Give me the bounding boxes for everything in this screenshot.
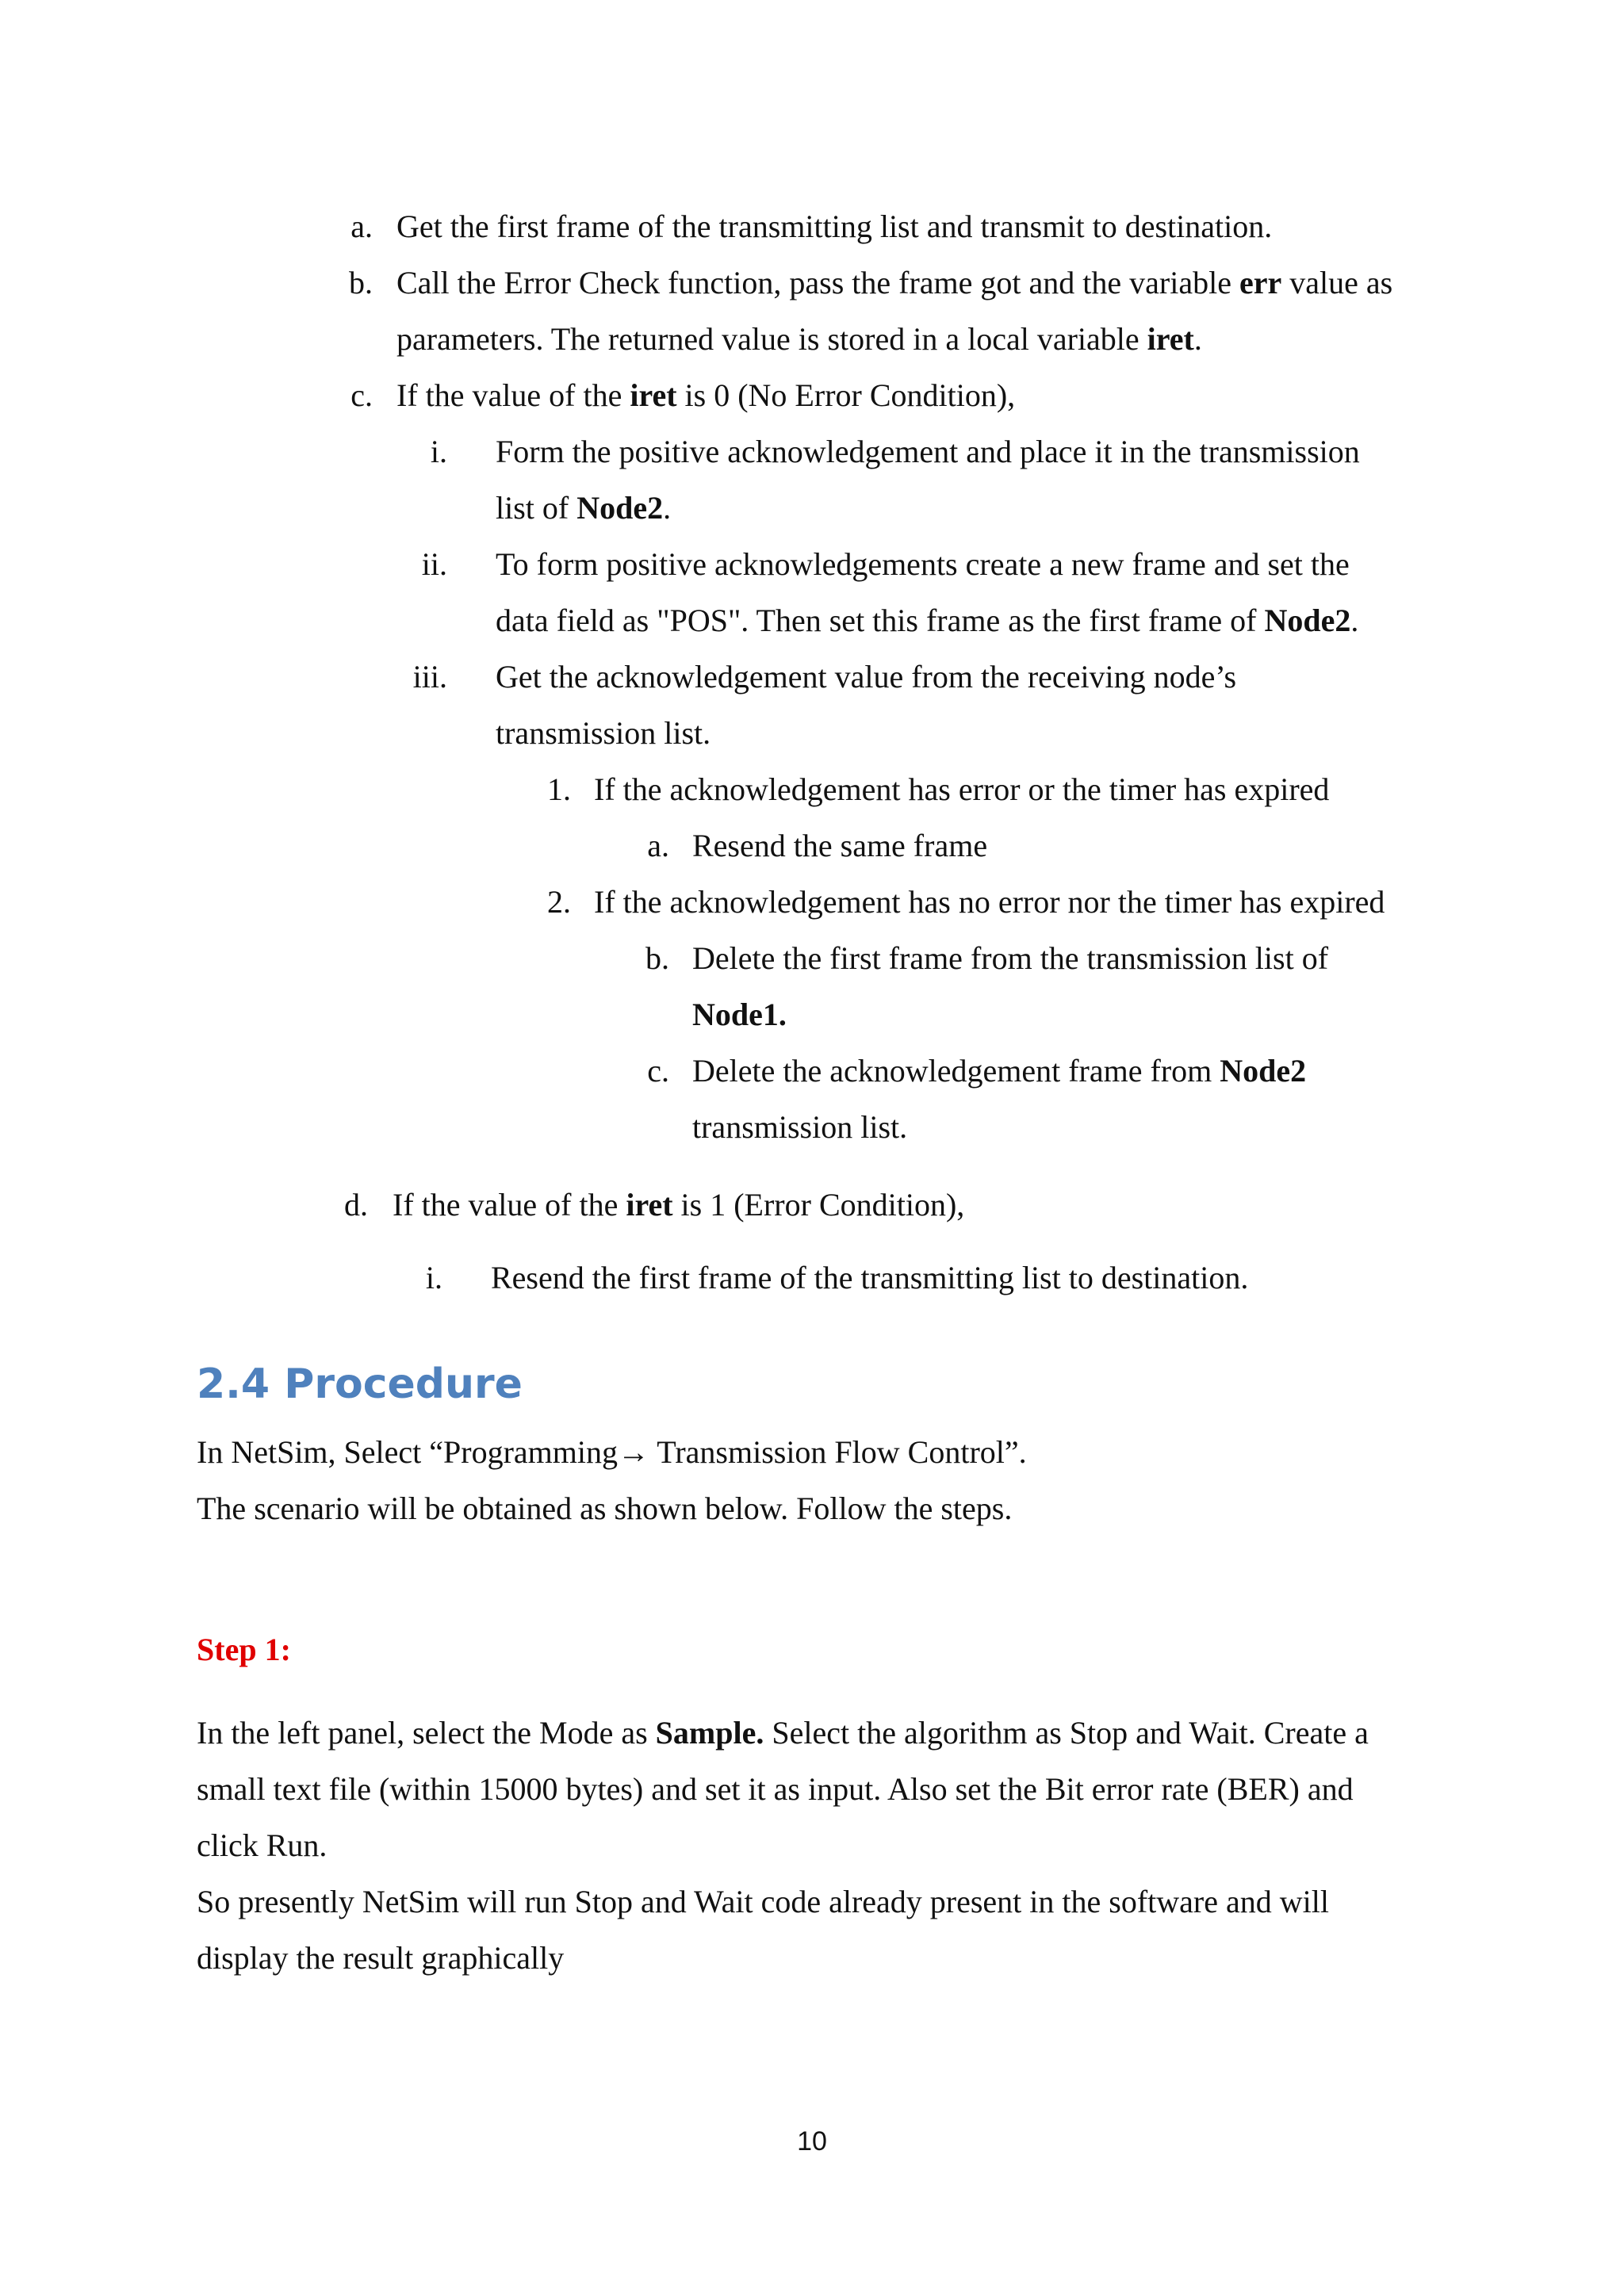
paragraph-line: display the result graphically [197,1940,565,1976]
list-text-line: parameters. The returned value is stored in a local variable iret. [396,321,1202,357]
list-text-line: transmission list. [496,715,711,751]
paragraph-line: small text file (within 15000 bytes) and set it as input. Also set the Bit error rate (BER) and [197,1771,1354,1807]
list-marker: b. [645,940,669,976]
list-marker: d. [344,1187,368,1223]
procedure-line: In NetSim, Select “Programming→ Transmission Flow Control”. [197,1434,1027,1470]
list-text-line: list of Node2. [496,490,672,526]
paragraph-line: In the left panel, select the Mode as Sample. Select the algorithm as Stop and Wait. Create a [197,1715,1369,1751]
list-text-line: Delete the acknowledgement frame from Node2 [692,1053,1307,1089]
step-label: Step 1: [197,1632,291,1667]
list-text: If the acknowledgement has no error nor the timer has expired [594,884,1385,920]
list-text: If the value of the iret is 1 (Error Condition), [393,1187,965,1223]
list-marker: b. [349,265,373,300]
list-marker: 2. [547,884,571,920]
paragraph-line: So presently NetSim will run Stop and Wait code already present in the software and will [197,1884,1329,1919]
procedure-line: The scenario will be obtained as shown below. Follow the steps. [197,1490,1013,1526]
list-text-line: Call the Error Check function, pass the frame got and the variable err value as [396,265,1393,300]
section-heading: 2.4 Procedure [197,1360,523,1408]
list-marker: a. [350,209,373,244]
list-text: Resend the same frame [692,828,988,863]
list-marker: iii. [412,659,447,695]
list-marker: i. [430,434,447,469]
list-text: Get the first frame of the transmitting list and transmit to destination. [396,209,1273,244]
list-text-line: Node1. [692,997,787,1032]
list-marker: c. [350,377,373,413]
list-marker: a. [647,828,669,863]
list-text: If the value of the iret is 0 (No Error Condition), [396,377,1016,413]
list-text-line: data field as "POS". Then set this frame as the first frame of Node2. [496,603,1359,638]
list-marker: ii. [421,546,447,582]
list-text: If the acknowledgement has error or the timer has expired [594,771,1330,807]
list-text-line: Get the acknowledgement value from the receiving node’s [496,659,1237,695]
list-marker: i. [425,1260,442,1295]
list-text-line: Delete the first frame from the transmission list of [692,940,1329,976]
list-text-line: To form positive acknowledgements create a new frame and set the [496,546,1350,582]
paragraph-line: click Run. [197,1827,327,1863]
list-marker: c. [647,1053,669,1089]
list-text-line: transmission list. [692,1109,908,1145]
list-text-line: Form the positive acknowledgement and place it in the transmission [496,434,1360,469]
list-marker: 1. [547,771,571,807]
list-text: Resend the first frame of the transmitting list to destination. [491,1260,1249,1295]
page-number: 10 [797,2126,827,2156]
